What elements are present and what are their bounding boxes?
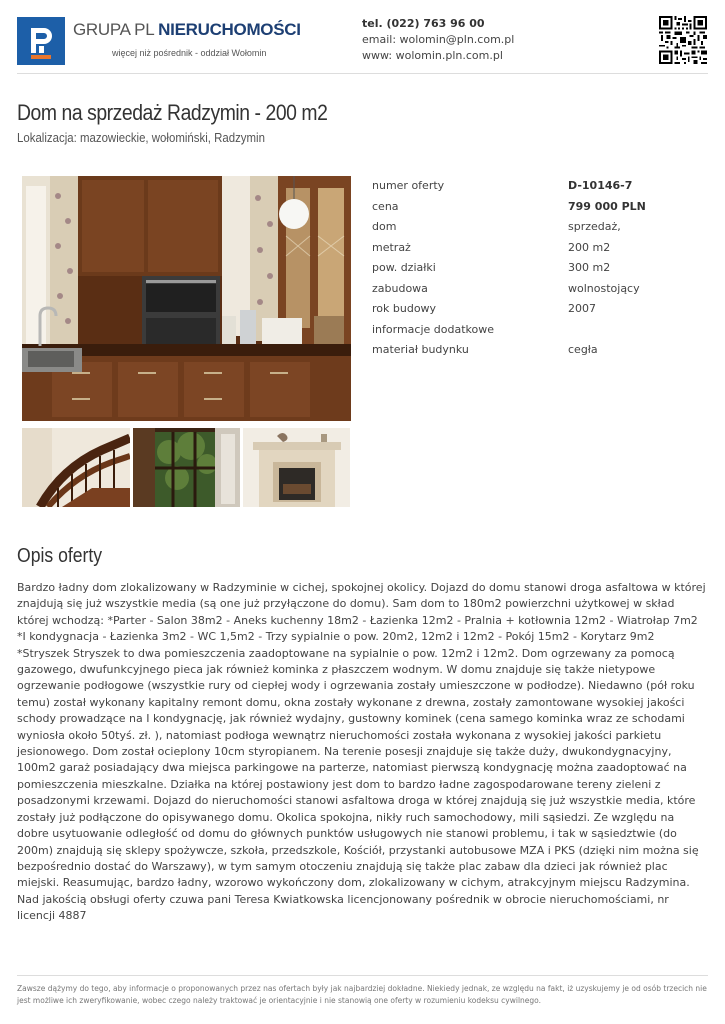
footer-disclaimer: Zawsze dążymy do tego, aby informacje o proponowanych przez nas ofertach były jak najbardziej dokładne. Niekiedy jednak, ze względu na fakt, iż uzyskujemy je od osób trzecich nie jest możliwe ich zweryfikowanie, wobec czego należy traktować je orientacyjnie i nie stanowią one oferty w rozumieniu kodeksu cywilnego.	[17, 984, 707, 1005]
logo-icon	[17, 17, 65, 65]
detail-row	[372, 197, 712, 218]
detail-label: cena	[372, 199, 399, 213]
contact-phone[interactable]: tel. (022) 763 96 00	[362, 17, 485, 30]
detail-value: cegła	[568, 343, 598, 356]
company-logo	[17, 17, 65, 65]
detail-row	[372, 238, 712, 259]
detail-row	[372, 217, 712, 238]
detail-value: 2007	[568, 302, 596, 315]
detail-label: dom	[372, 220, 397, 233]
contact-website[interactable]: www: wolomin.pln.com.pl	[362, 49, 503, 62]
description-heading: Opis oferty	[17, 545, 103, 567]
detail-label: zabudowa	[372, 281, 428, 295]
main-photo-kitchen[interactable]	[22, 176, 351, 421]
detail-label: materiał budynku	[372, 343, 469, 356]
detail-label: informacje dodatkowe	[372, 322, 495, 336]
contact-email[interactable]: email: wolomin@pln.com.pl	[362, 33, 515, 46]
thumbnail-fireplace[interactable]	[243, 428, 350, 507]
thumbnail-garden-window[interactable]	[133, 428, 240, 507]
detail-label: metraż	[372, 240, 411, 254]
brand-bold-text: NIERUCHOMOŚCI	[158, 20, 301, 39]
detail-value: 200 m2	[568, 240, 611, 254]
detail-label: pow. działki	[372, 261, 436, 274]
offer-details-table	[372, 176, 712, 361]
detail-label: rok budowy	[372, 302, 437, 315]
detail-row	[372, 279, 712, 300]
header-divider	[17, 73, 708, 74]
footer-divider	[17, 975, 708, 976]
detail-row	[372, 176, 712, 197]
detail-row	[372, 299, 712, 320]
detail-row	[372, 258, 712, 279]
contact-info	[362, 16, 514, 64]
detail-value: sprzedaż,	[568, 220, 621, 233]
description-text: Bardzo ładny dom zlokalizowany w Radzyminie w cichej, spokojnej okolicy. Dojazd do domu stanowi droga asfaltowa w której znajdują się już wszystkie media (są one już przyłączone do domu). Sam dom to 180m2 powierzchni użytkowej w skład której wchodzą: *Parter - Salon 38m2 - Aneks kuchenny 18m2 - Łazienka 12m2 - Pralnia + kotłownia 12m2 - Wiatrołap 7m2 *I kondygnacja - Łazienka 3m2 - WC 1,5m2 - Trzy sypialnie o pow. 20m2, 12m2 i 12m2 - Pokój 15m2 - Korytarz 9m2 *Stryszek Stryszek to dwa pomieszczenia zaadoptowane na sypialnie o pow. 12m2 i 12m2. Dom ogrzewany za pomocą gazowego, dwufunkcyjnego pieca jak również kominka z płaszczem wodnym. W domu znajduje się także nietypowe ogrzewanie podłogowe (wszystkie rury od ciepłej wody i ogrzewania zostały umieszczone w podłodze). Niedawno (pół roku temu) został wykonany kapitalny remont domu, okna zostały wykonane z drewna, zostały zamontowane wysokiej jakości schody prowadzące na I kondygnację, jak również wydajny, gustowny kominek (cena samego kominka wraz ze schodami wyniosła około 50tyś. zł. ), natomiast podłoga wewnątrz nieruchomości została wykonana z wysokiej jakości parkietu jesionowego. Dom został ocieplony 10cm styropianem. Na terenie posesji znajduje się także duży, dwukondygnacyjny, 100m2 garaż posiadający dwa miejsca parkingowe na parterze, natomiast pierwszą kondygnację można zaadoptować na pomieszczenia mieszkalne. Działka na której postawiony jest dom to bardzo ładne zagospodarowane tereny zieleni z posadzonymi krzewami. Dojazd do nieruchomości stanowi asfaltowa droga w której znajdują się już wszystkie media, które zostały już podłączone do opisywanego domu. Okolica spokojna, nikły ruch samochodowy, mili sąsiedzi. Ze względu na dobre usytuowanie odległość od domu do głównych punktów usługowych nie stanowi problemu, i tak w sąsiedztwie (do 200m) znajdują się sklepy spożywcze, szkoła, przedszkole, Kościół, przystanki autobusowe MZA i PKS (dzięki nim można się bezpośrednio dostać do Warszawy), w tym samym otoczeniu znajdują się także plac zabaw dla dzieci jak również plac miejski. Reasumując, bardzo ładny, wzorowo wykończony dom, zlokalizowany w cichym, atrakcyjnym miejscu Radzymina. Nad jakością obsługi oferty czuwa pani Teresa Kwiatkowska licencjonowany pośrednik w obrocie nieruchomościami, nr licencji 4887	[17, 581, 706, 923]
detail-value: D-10146-7	[568, 179, 633, 192]
detail-value: 300 m2	[568, 261, 611, 274]
brand-tagline: więcej niż pośrednik - oddział Wołomin	[112, 48, 267, 58]
listing-location: Lokalizacja: mazowieckie, wołomiński, Radzymin	[17, 130, 265, 145]
detail-value: wolnostojący	[568, 281, 640, 295]
detail-row	[372, 320, 712, 341]
detail-value: 799 000 PLN	[568, 199, 646, 213]
page-header	[0, 0, 725, 74]
listing-title: Dom na sprzedaż Radzymin - 200 m2	[17, 100, 328, 125]
detail-row	[372, 340, 712, 361]
detail-label: numer oferty	[372, 179, 445, 192]
brand-name	[73, 20, 301, 40]
brand-light-text: GRUPA PL	[73, 20, 159, 39]
thumbnail-staircase[interactable]	[22, 428, 130, 507]
qr-code-icon	[659, 16, 707, 64]
